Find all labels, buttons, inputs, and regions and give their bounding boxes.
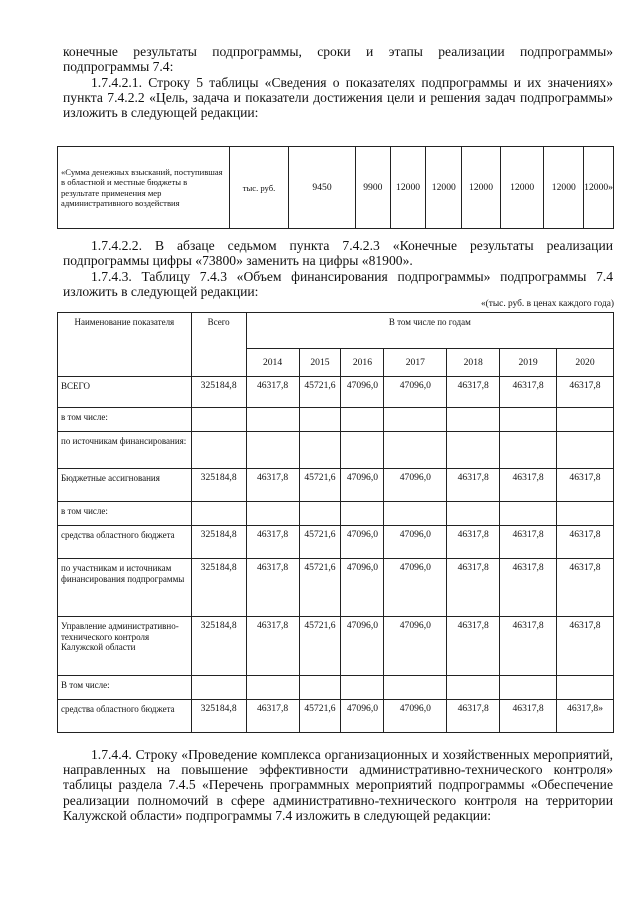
indicator-value-cell: 9900 bbox=[356, 147, 391, 229]
row-value: 46317,8 bbox=[500, 617, 557, 676]
row-value: 46317,8 bbox=[500, 559, 557, 617]
row-value: 46317,8 bbox=[246, 469, 299, 502]
row-value: 46317,8 bbox=[500, 469, 557, 502]
table-row bbox=[58, 502, 614, 526]
row-value: 45721,6 bbox=[299, 469, 341, 502]
row-value: 47096,0 bbox=[384, 617, 447, 676]
row-value: 47096,0 bbox=[384, 469, 447, 502]
row-value: 47096,0 bbox=[341, 377, 384, 408]
row-value: 46317,8 bbox=[246, 559, 299, 617]
row-value: 45721,6 bbox=[299, 559, 341, 617]
row-value: 46317,8 bbox=[557, 559, 614, 617]
header-year: 2014 bbox=[246, 349, 299, 377]
row-value: 47096,0 bbox=[384, 526, 447, 559]
row-value: 46317,8 bbox=[447, 559, 500, 617]
paragraph-1-7-4-2-2: 1.7.4.2.2. В абзаце седьмом пункта 7.4.2.3 «Конечные результаты реализации подпрограммы цифры «73800» заменить на цифры «81900». bbox=[63, 238, 613, 269]
row-value: 46317,8 bbox=[246, 617, 299, 676]
table-row bbox=[58, 559, 614, 617]
table-unit-note: «(тыс. руб. в ценах каждого года) bbox=[480, 299, 614, 309]
row-value: 45721,6 bbox=[299, 617, 341, 676]
table-row bbox=[58, 377, 614, 408]
row-value: 46317,8 bbox=[447, 700, 500, 733]
row-value: 45721,6 bbox=[299, 377, 341, 408]
paragraph-intro: конечные результаты подпрограммы, сроки и этапы реализации подпрограммы» подпрограммы 7.4: bbox=[63, 44, 613, 75]
header-row bbox=[58, 313, 614, 349]
row-value: 46317,8 bbox=[500, 526, 557, 559]
row-value: 325184,8 bbox=[191, 559, 246, 617]
row-value: 47096,0 bbox=[341, 559, 384, 617]
row-value: 47096,0 bbox=[341, 469, 384, 502]
paragraph-1-7-4-3: 1.7.4.3. Таблицу 7.4.3 «Объем финансирования подпрограммы» подпрограммы 7.4 изложить в следующей редакции: bbox=[63, 269, 613, 300]
indicator-table bbox=[57, 146, 614, 229]
table-row bbox=[58, 617, 614, 676]
row-value: 46317,8 bbox=[447, 469, 500, 502]
indicator-name-cell: «Сумма денежных взысканий, поступившая в областной и местные бюджеты в результате применения мер административного воздействия bbox=[58, 147, 230, 229]
row-value: 325184,8 bbox=[191, 617, 246, 676]
row-value: 47096,0 bbox=[384, 377, 447, 408]
row-name: в том числе: bbox=[58, 408, 192, 432]
row-value: 45721,6 bbox=[299, 526, 341, 559]
table-row bbox=[58, 526, 614, 559]
row-value: 46317,8» bbox=[557, 700, 614, 733]
row-name: по участникам и источникам финансирования подпрограммы bbox=[58, 559, 192, 617]
row-value: 47096,0 bbox=[341, 700, 384, 733]
indicator-value-cell: 12000» bbox=[584, 147, 614, 229]
row-value: 325184,8 bbox=[191, 526, 246, 559]
row-value: 325184,8 bbox=[191, 700, 246, 733]
row-name: в том числе: bbox=[58, 502, 192, 526]
indicator-value-cell: 12000 bbox=[426, 147, 462, 229]
row-value: 46317,8 bbox=[246, 377, 299, 408]
indicator-value-cell: 9450 bbox=[289, 147, 356, 229]
row-name: средства областного бюджета bbox=[58, 700, 192, 733]
row-name: Управление административно-технического контроля Калужской области bbox=[58, 617, 192, 676]
header-year: 2016 bbox=[341, 349, 384, 377]
row-value: 47096,0 bbox=[341, 617, 384, 676]
row-value: 325184,8 bbox=[191, 469, 246, 502]
row-value: 45721,6 bbox=[299, 700, 341, 733]
header-year: 2019 bbox=[500, 349, 557, 377]
paragraph-1-7-4-4: 1.7.4.4. Строку «Проведение комплекса организационных и хозяйственных мероприятий, направленных на повышение эффективности административно-технического контроля» таблицы раздела 7.4.5 «Перечень программных мероприятий подпрограммы «Обеспечение реализации полномочий в сфере административно-технического контроля на территории Калужской области» подпрограммы 7.4 изложить в следующей редакции: bbox=[63, 747, 613, 823]
indicator-value-cell: 12000 bbox=[544, 147, 584, 229]
row-value: 47096,0 bbox=[384, 700, 447, 733]
paragraph-1-7-4-2-1: 1.7.4.2.1. Строку 5 таблицы «Сведения о показателях подпрограммы и их значениях» пункта 7.4.2.2 «Цель, задача и показатели достижения цели и решения задач подпрограммы» изложить в следующей редакции: bbox=[63, 75, 613, 121]
row-name: В том числе: bbox=[58, 676, 192, 700]
financing-table bbox=[57, 312, 614, 733]
header-name: Наименование показателя bbox=[58, 313, 192, 377]
indicator-value-cell: 12000 bbox=[500, 147, 544, 229]
indicator-value-cell: 12000 bbox=[390, 147, 426, 229]
indicator-row bbox=[58, 147, 614, 229]
header-year: 2020 bbox=[557, 349, 614, 377]
header-year: 2017 bbox=[384, 349, 447, 377]
table-row bbox=[58, 432, 614, 469]
row-name: Бюджетные ассигнования bbox=[58, 469, 192, 502]
row-value: 46317,8 bbox=[246, 526, 299, 559]
header-by-years: В том числе по годам bbox=[246, 313, 613, 349]
row-name: ВСЕГО bbox=[58, 377, 192, 408]
row-value: 47096,0 bbox=[341, 526, 384, 559]
row-value: 46317,8 bbox=[557, 617, 614, 676]
row-value: 46317,8 bbox=[557, 469, 614, 502]
row-value: 46317,8 bbox=[447, 526, 500, 559]
row-value: 47096,0 bbox=[384, 559, 447, 617]
table-row bbox=[58, 700, 614, 733]
table-row bbox=[58, 676, 614, 700]
header-year: 2015 bbox=[299, 349, 341, 377]
row-value: 325184,8 bbox=[191, 377, 246, 408]
indicator-value-cell: 12000 bbox=[462, 147, 501, 229]
row-value: 46317,8 bbox=[447, 617, 500, 676]
row-value: 46317,8 bbox=[500, 700, 557, 733]
row-name: по источникам финансирования: bbox=[58, 432, 192, 469]
table-row bbox=[58, 408, 614, 432]
table-row bbox=[58, 469, 614, 502]
row-value: 46317,8 bbox=[500, 377, 557, 408]
row-value: 46317,8 bbox=[246, 700, 299, 733]
row-value: 46317,8 bbox=[557, 526, 614, 559]
row-value: 46317,8 bbox=[557, 377, 614, 408]
header-year: 2018 bbox=[447, 349, 500, 377]
header-total: Всего bbox=[191, 313, 246, 377]
indicator-unit-cell: тыс. руб. bbox=[229, 147, 288, 229]
row-name: средства областного бюджета bbox=[58, 526, 192, 559]
row-value: 46317,8 bbox=[447, 377, 500, 408]
